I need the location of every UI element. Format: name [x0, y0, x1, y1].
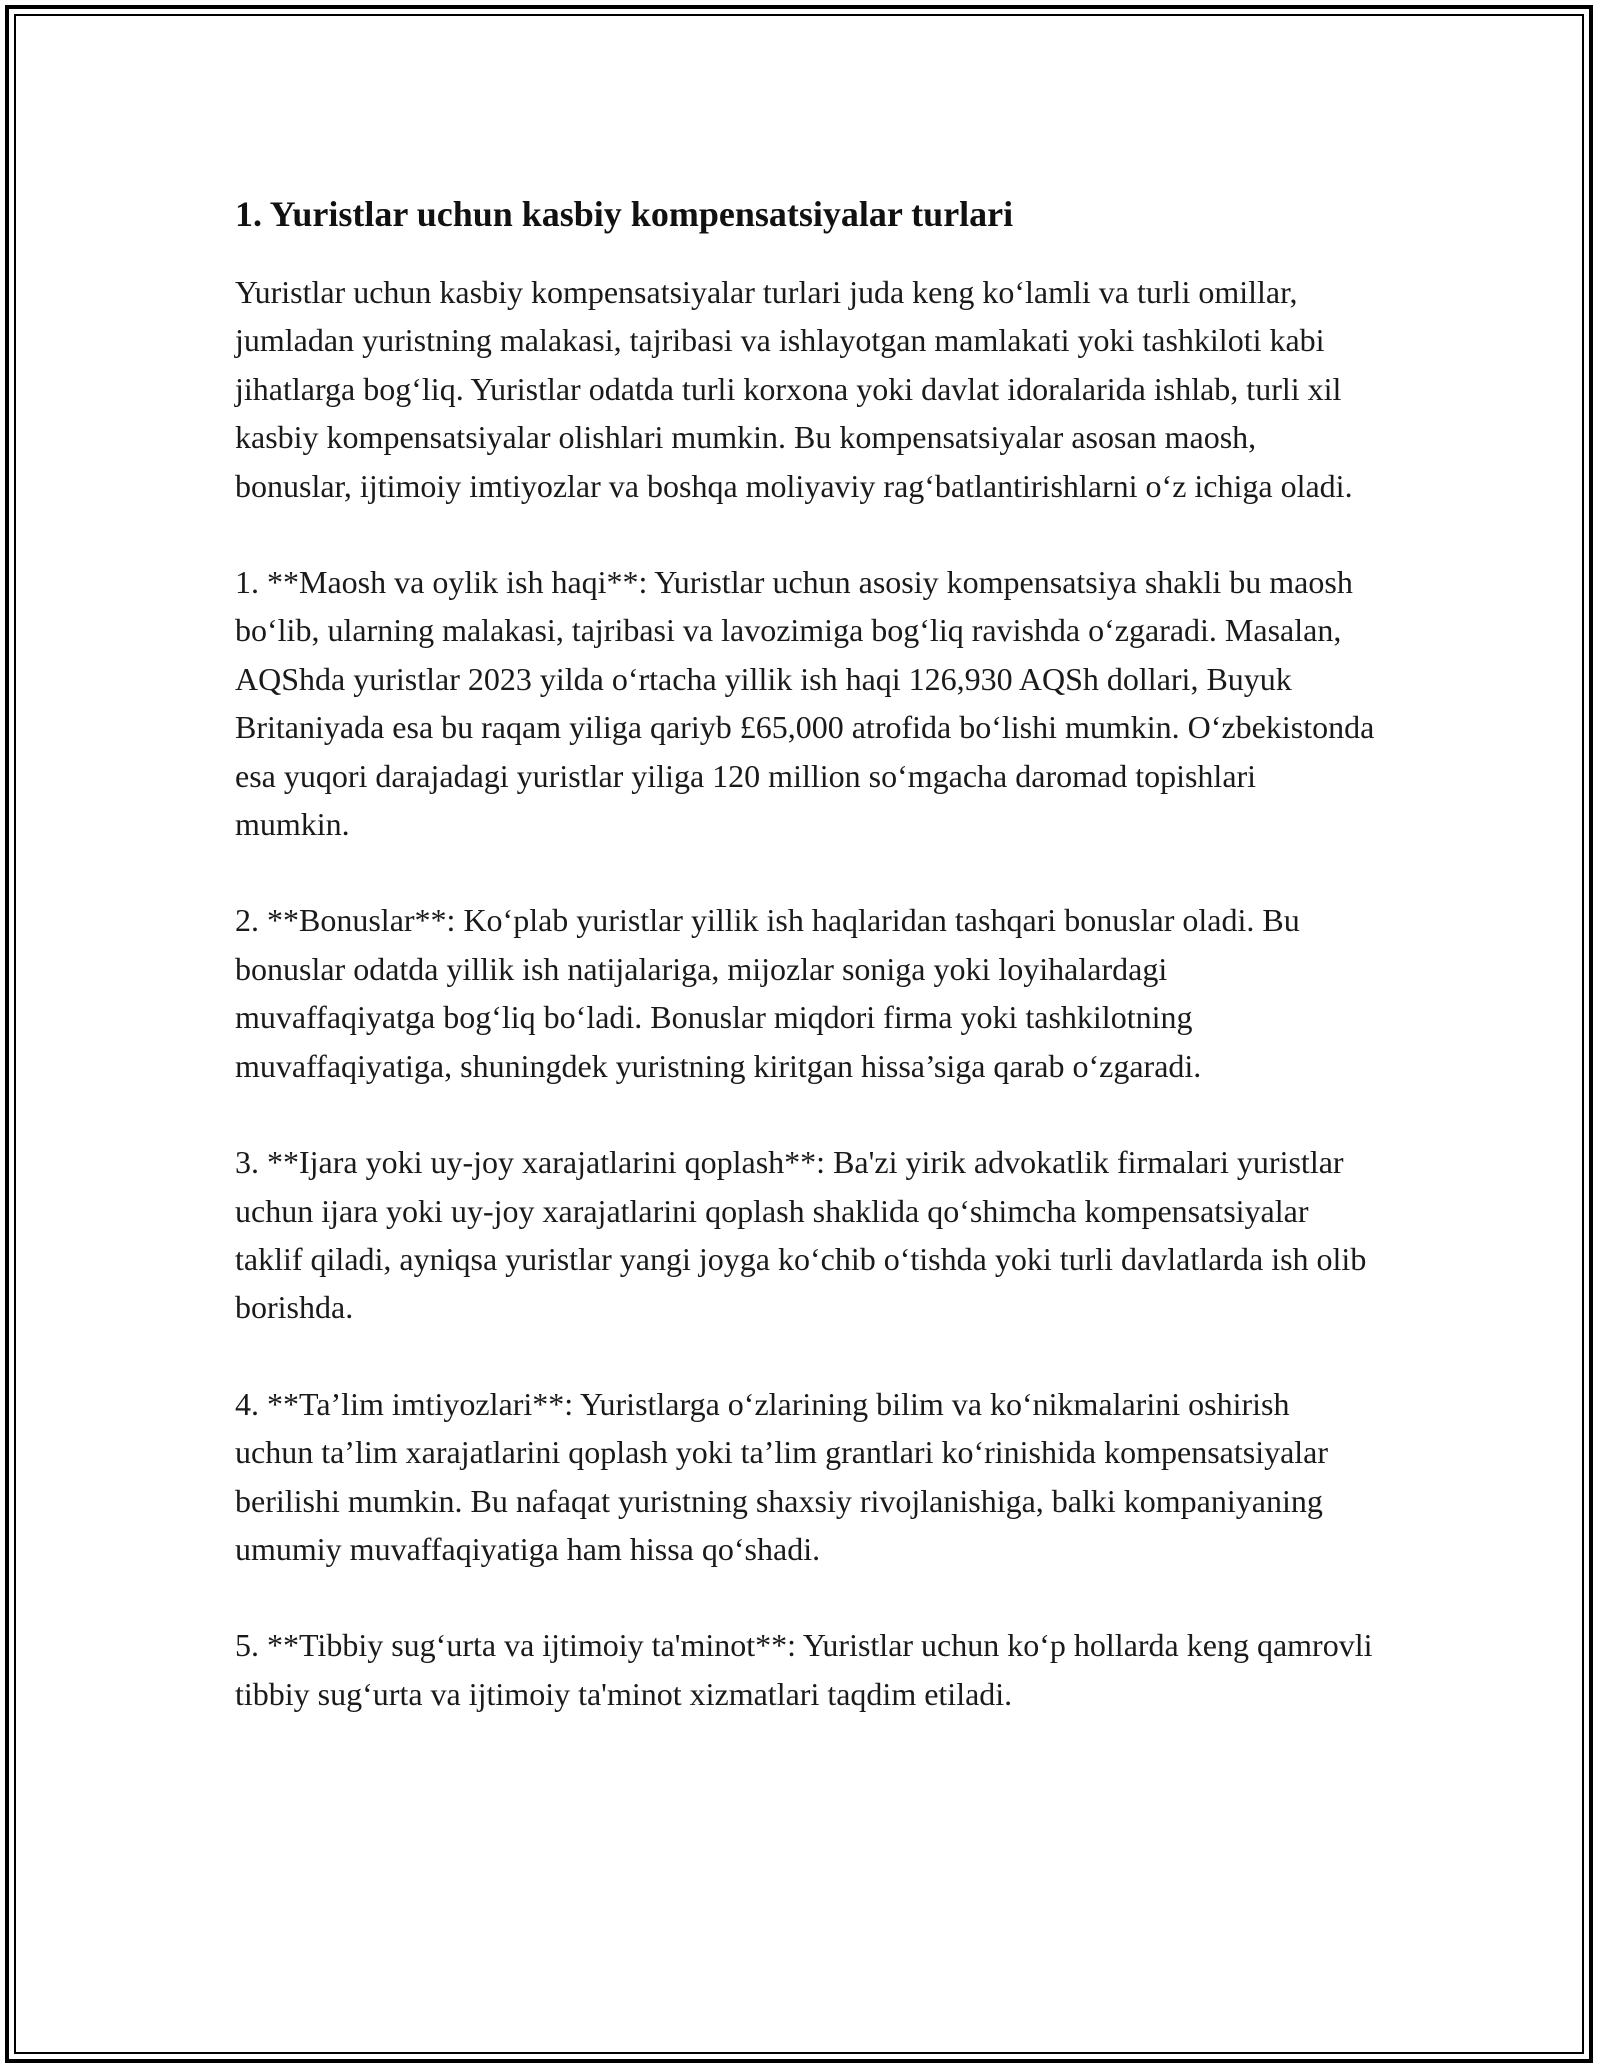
list-item-bonuses: 2. **Bonuslar**: Ko‘plab yuristlar yillik ish haqlaridan tashqari bonuslar oladi. Bu bonuslar odatda yillik ish natijalariga, mijozlar soniga yoki loyihalardagi muvaffaqiyatga bog‘liq bo‘ladi. Bonuslar miqdori firma yoki tashkilotning muvaffaqiyatiga, shuningdek yuristning kiritgan hissa’siga qarab o‘zgaradi.	[235, 902, 1300, 1084]
list-item-salary: 1. **Maosh va oylik ish haqi**: Yuristlar uchun asosiy kompensatsiya shakli bu maosh bo‘lib, ularning malakasi, tajribasi va lavozimiga bog‘liq ravishda o‘zgaradi. Masalan, AQShda yuristlar 2023 yilda o‘rtacha yillik ish haqi 126,930 AQSh dollari, Buyuk Britaniyada esa bu raqam yiliga qariyb £65,000 atrofida bo‘lishi mumkin. O‘zbekistonda esa yuqori darajadagi yuristlar yiliga 120 million so‘mgacha daromad topishlari mumkin.	[235, 564, 1375, 843]
document-body	[235, 188, 1375, 1766]
intro-paragraph: Yuristlar uchun kasbiy kompensatsiyalar turlari juda keng ko‘lamli va turli omillar, jumladan yuristning malakasi, tajribasi va ishlayotgan mamlakati yoki tashkiloti kabi jihatlarga bog‘liq. Yuristlar odatda turli korxona yoki davlat idoralarida ishlab, turli xil kasbiy kompensatsiyalar olishlari mumkin. Bu kompensatsiyalar asosan maosh, bonuslar, ijtimoiy imtiyozlar va boshqa moliyaviy rag‘batlantirishlarni o‘z ichiga oladi.	[235, 274, 1353, 504]
list-item-housing: 3. **Ijara yoki uy-joy xarajatlarini qoplash**: Ba'zi yirik advokatlik firmalari yuristlar uchun ijara yoki uy-joy xarajatlarini qoplash shaklida qo‘shimcha kompensatsiyalar taklif qiladi, ayniqsa yuristlar yangi joyga ko‘chib o‘tishda yoki turli davlatlarda ish olib borishda.	[235, 1144, 1367, 1326]
list-item-insurance: 5. **Tibbiy sug‘urta va ijtimoiy ta'minot**: Yuristlar uchun ko‘p hollarda keng qamrovli tibbiy sug‘urta va ijtimoiy ta'minot xizmatlari taqdim etiladi.	[235, 1627, 1373, 1712]
section-title: 1. Yuristlar uchun kasbiy kompensatsiyalar turlari	[235, 194, 1014, 234]
list-item-education: 4. **Ta’lim imtiyozlari**: Yuristlarga o‘zlarining bilim va ko‘nikmalarini oshirish uchun ta’lim xarajatlarini qoplash yoki ta’lim grantlari ko‘rinishida kompensatsiyalar berilishi mumkin. Bu nafaqat yuristning shaxsiy rivojlanishiga, balki kompaniyaning umumiy muvaffaqiyatiga ham hissa qo‘shadi.	[235, 1385, 1329, 1567]
